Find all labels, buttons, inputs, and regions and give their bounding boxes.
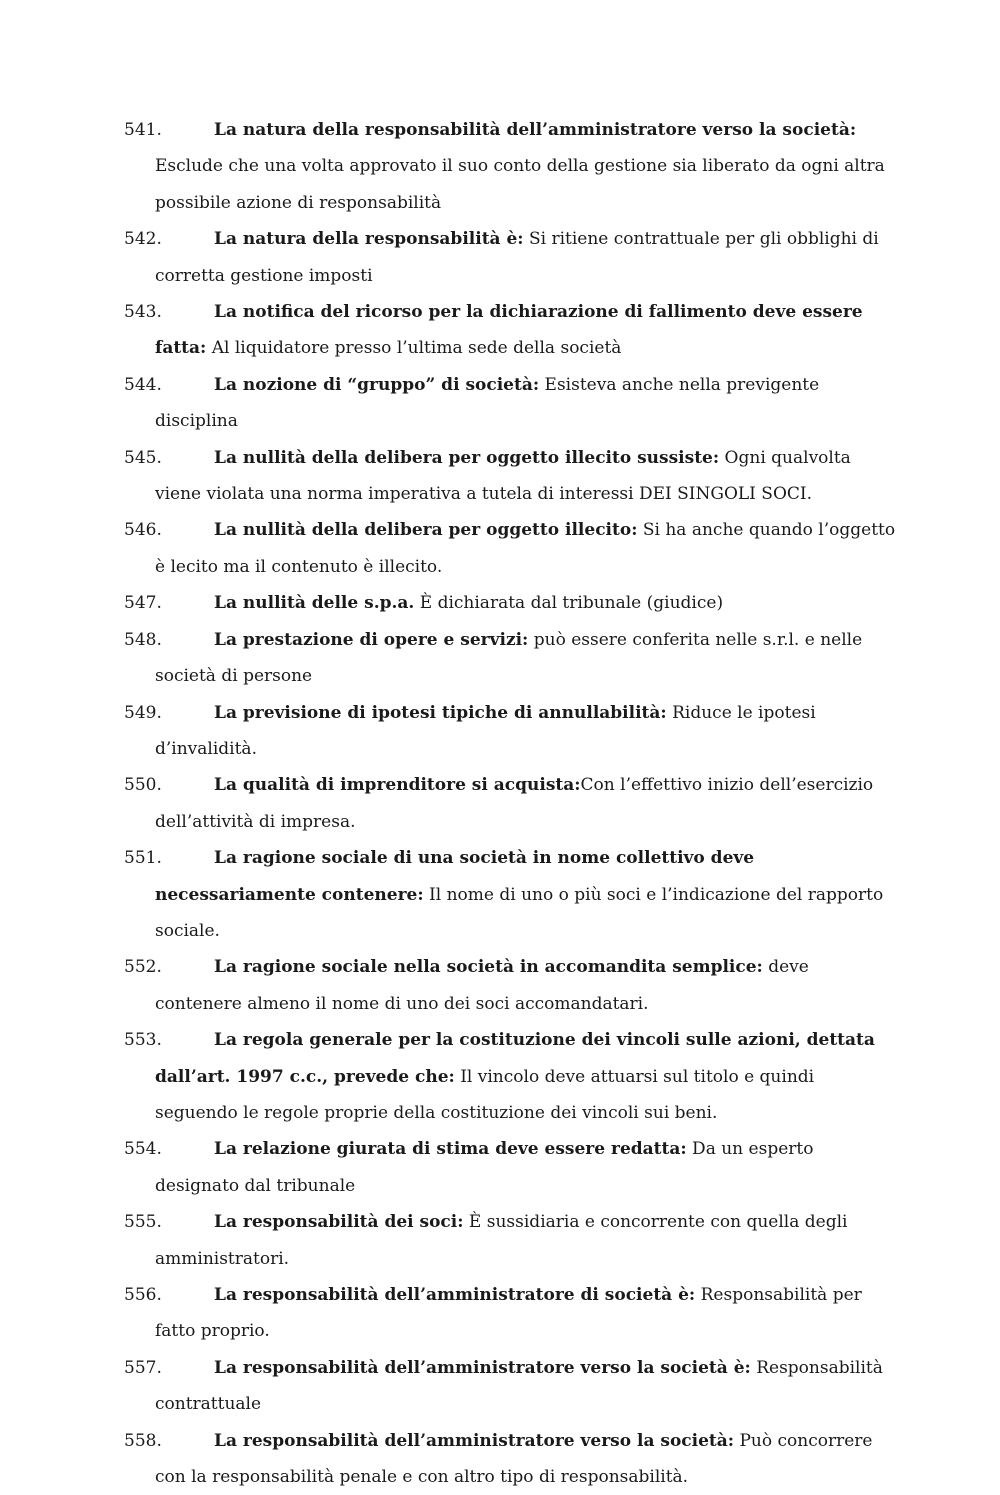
item-question: La previsione di ipotesi tipiche di annullabilità: xyxy=(214,702,667,723)
item-number: 553. xyxy=(124,1030,162,1051)
item-number: 542. xyxy=(124,229,162,250)
item-question: La ragione sociale di una società in nome collettivo deve necessariamente contenere: xyxy=(155,848,755,905)
list-item xyxy=(0,1277,900,1350)
item-answer: deve contenere almeno il nome di uno dei soci accomandatari. xyxy=(155,957,809,1014)
item-question: La regola generale per la costituzione dei vincoli sulle azioni, dettata dall’art. 1997 c.c., prevede che: xyxy=(155,1030,875,1087)
item-number: 545. xyxy=(124,447,162,468)
item-answer: Responsabilità per fatto proprio. xyxy=(155,1285,862,1342)
item-answer: Esisteva anche nella previgente disciplina xyxy=(155,374,820,432)
item-number: 555. xyxy=(124,1212,162,1233)
item-answer: Responsabilità contrattuale xyxy=(155,1357,883,1415)
item-question: La prestazione di opere e servizi: xyxy=(214,629,529,650)
item-number: 547. xyxy=(124,593,162,614)
item-answer: Si ha anche quando l’oggetto è lecito ma il contenuto è illecito. xyxy=(155,520,896,577)
list-item xyxy=(0,221,900,294)
item-answer: Il nome di uno o più soci e l’indicazione del rapporto sociale. xyxy=(155,884,884,941)
item-number: 554. xyxy=(124,1139,162,1160)
item-question: La responsabilità dell’amministratore di società è: xyxy=(214,1285,696,1305)
item-question: La nullità delle s.p.a. xyxy=(214,593,415,614)
list-item xyxy=(0,512,900,585)
list-item xyxy=(0,1022,900,1131)
item-question: La responsabilità dei soci: xyxy=(214,1212,464,1233)
item-number: 548. xyxy=(124,629,162,650)
list-item xyxy=(0,767,900,840)
list-item xyxy=(0,1204,900,1277)
list-item xyxy=(0,585,900,621)
list-item xyxy=(0,840,900,949)
item-question: La notifica del ricorso per la dichiarazione di fallimento deve essere fatta: xyxy=(155,302,863,359)
item-answer: Esclude che una volta approvato il suo conto della gestione sia liberato da ogni altra possibile azione di responsabilità xyxy=(155,156,885,213)
item-answer: Al liquidatore presso l’ultima sede della società xyxy=(206,338,622,359)
document-page xyxy=(0,112,1000,1495)
item-number: 551. xyxy=(124,848,162,869)
list-item xyxy=(0,1350,900,1423)
item-number: 549. xyxy=(124,702,162,723)
item-question: La qualità di imprenditore si acquista: xyxy=(214,775,581,796)
list-item xyxy=(0,112,900,221)
list-item xyxy=(0,622,900,695)
list-item xyxy=(0,367,900,440)
item-question: La responsabilità dell’amministratore verso la società è: xyxy=(214,1357,751,1378)
item-number: 543. xyxy=(124,302,162,323)
item-answer: Da un esperto designato dal tribunale xyxy=(155,1139,814,1196)
list-item xyxy=(0,1423,900,1495)
item-answer: Il vincolo deve attuarsi sul titolo e quindi seguendo le regole proprie della costituzione dei vincoli sui beni. xyxy=(155,1066,815,1123)
item-question: La responsabilità dell’amministratore verso la società: xyxy=(214,1430,735,1451)
item-question: La relazione giurata di stima deve essere redatta: xyxy=(214,1139,687,1160)
item-answer: È dichiarata dal tribunale (giudice) xyxy=(414,593,724,614)
item-number: 541. xyxy=(124,120,162,140)
item-answer: È sussidiaria e concorrente con quella degli amministratori. xyxy=(155,1212,848,1269)
item-question: La ragione sociale nella società in accomandita semplice: xyxy=(214,957,763,978)
item-answer: Con l’effettivo inizio dell’esercizio dell’attività di impresa. xyxy=(155,775,874,832)
list-item xyxy=(0,440,900,513)
item-question: La natura della responsabilità dell’amministratore verso la società: xyxy=(214,120,857,140)
list-item xyxy=(0,294,900,367)
list-item xyxy=(0,695,900,768)
item-question: La nullità della delibera per oggetto illecito: xyxy=(214,520,638,541)
item-number: 556. xyxy=(124,1285,162,1305)
item-number: 558. xyxy=(124,1430,162,1451)
item-answer: può essere conferita nelle s.r.l. e nelle società di persone xyxy=(155,629,863,687)
item-number: 552. xyxy=(124,957,162,978)
item-question: La nullità della delibera per oggetto illecito sussiste: xyxy=(214,447,720,468)
item-answer: Ogni qualvolta viene violata una norma imperativa a tutela di interessi DEI SINGOLI SOCI. xyxy=(155,447,851,505)
item-question: La nozione di “gruppo” di società: xyxy=(214,374,540,395)
item-number: 546. xyxy=(124,520,162,541)
item-question: La natura della responsabilità è: xyxy=(214,229,524,250)
item-answer: Può concorrere con la responsabilità penale e con altro tipo di responsabilità. xyxy=(155,1430,873,1488)
item-number: 544. xyxy=(124,374,162,395)
item-answer: Riduce le ipotesi d’invalidità. xyxy=(155,702,816,759)
item-number: 550. xyxy=(124,775,162,796)
list-item xyxy=(0,1131,900,1204)
list-item xyxy=(0,949,900,1022)
item-answer: Si ritiene contrattuale per gli obblighi di corretta gestione imposti xyxy=(155,229,879,286)
item-number: 557. xyxy=(124,1357,162,1378)
